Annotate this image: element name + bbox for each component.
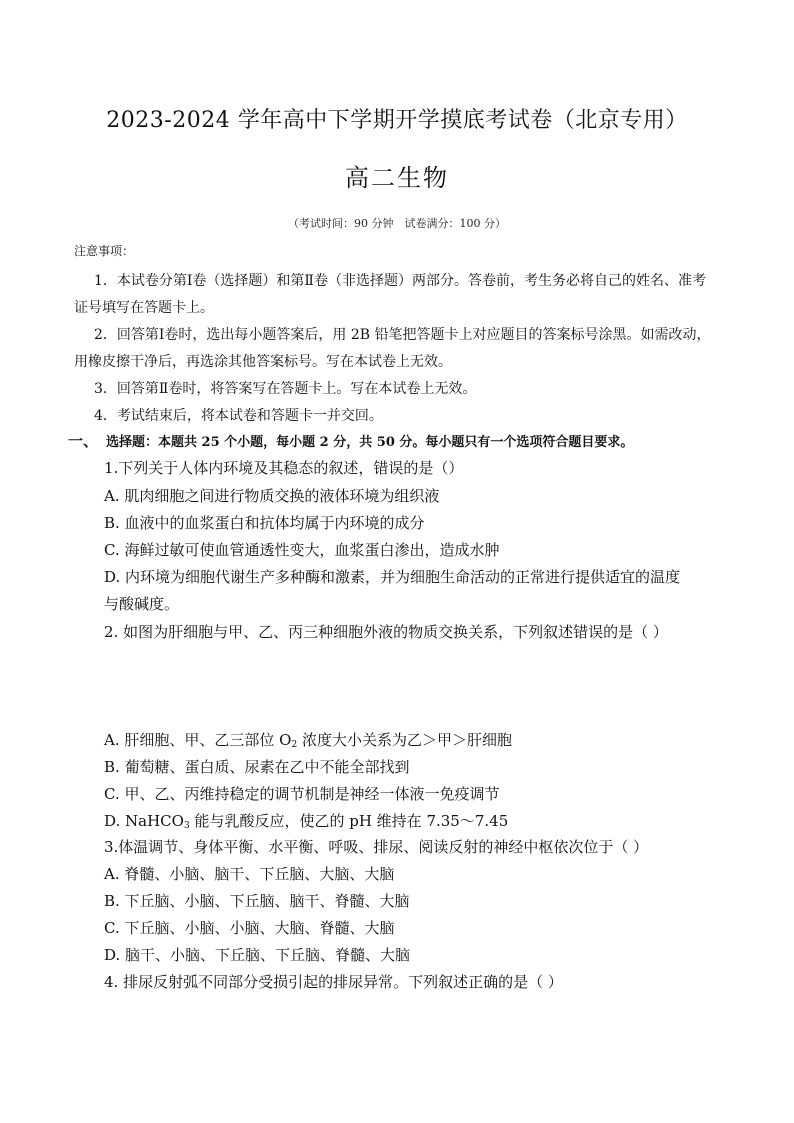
- question-1-stem: 1.下列关于人体内环境及其稳态的叙述，错误的是（）: [104, 459, 464, 477]
- section-heading: [68, 430, 633, 451]
- notice-heading: 注意事项：: [74, 244, 135, 258]
- question-3-stem: 3.体温调节、身体平衡、水平衡、呼吸、排尿、阅读反射的神经中枢依次位于（ ）: [104, 838, 649, 856]
- question-2-option-d: [104, 810, 508, 831]
- question-2-stem: 2. 如图为肝细胞与甲、乙、丙三种细胞外液的物质交换关系，下列叙述错误的是（ ）: [104, 623, 668, 641]
- subject-title: 高二生物: [345, 164, 449, 192]
- question-1-option-a: A. 肌肉细胞之间进行物质交换的液体环境为组织液: [104, 487, 440, 505]
- question-2-figure-area: [104, 648, 694, 726]
- section-text: 选择题：本题共 25 个小题，每小题 2 分，共 50 分。每小题只有一个选项符合题目要求。: [106, 435, 634, 450]
- question-2-option-a: [104, 729, 512, 750]
- question-1-option-b: B. 血液中的血浆蛋白和抗体均属于内环境的成分: [104, 514, 425, 532]
- notice-item-1-line-2: 证号填写在答题卡上。: [74, 300, 214, 316]
- notice-item-1-line-1: 1．本试卷分第Ⅰ卷（选择题）和第Ⅱ卷（非选择题）两部分。答卷前，考生务必将自己的姓名、准考: [94, 273, 706, 289]
- bicarbonate-subscript: 3: [183, 821, 190, 831]
- question-2-option-c: C. 甲、乙、丙维持稳定的调节机制是神经一体液一免疫调节: [104, 785, 500, 803]
- question-3-option-d: D. 脑干、小脑、下丘脑、下丘脑、脊髓、大脑: [104, 946, 411, 964]
- question-3-option-c: C. 下丘脑、小脑、小脑、大脑、脊髓、大脑: [104, 919, 395, 937]
- question-2-option-a-rest: 浓度大小关系为乙＞甲＞肝细胞: [297, 731, 512, 749]
- question-3-option-a: A. 脊髓、小脑、脑干、下丘脑、大脑、大脑: [104, 865, 395, 883]
- notice-item-3: 3．回答第Ⅱ卷时，将答案写在答题卡上。写在本试卷上无效。: [94, 381, 477, 397]
- notice-item-4: 4．考试结束后，将本试卷和答题卡一并交回。: [94, 408, 383, 424]
- notice-item-2-line-2: 用橡皮擦干净后，再选涂其他答案标号。写在本试卷上无效。: [74, 354, 452, 370]
- question-2-option-b: B. 葡萄糖、蛋白质、尿素在乙中不能全部找到: [104, 758, 410, 776]
- exam-title: 2023-2024 学年高中下学期开学摸底考试卷（北京专用）: [106, 108, 688, 133]
- question-2-option-a-text: A. 肝细胞、甲、乙三部位 O: [104, 731, 292, 749]
- question-1-option-d-line-1: D. 内环境为细胞代谢生产多种酶和激素，并为细胞生命活动的正常进行提供适宜的温度: [104, 568, 681, 586]
- oxygen-subscript: 2: [291, 740, 298, 750]
- question-3-option-b: B. 下丘脑、小脑、下丘脑、脑干、脊髓、大脑: [104, 892, 410, 910]
- question-1-option-c: C. 海鲜过敏可使血管通透性变大，血浆蛋白渗出，造成水肿: [104, 541, 500, 559]
- notice-item-2-line-1: 2．回答第Ⅰ卷时，选出每小题答案后，用 2B 铅笔把答题卡上对应题目的答案标号涂黑。如需改动，: [94, 327, 711, 343]
- question-4-stem: 4. 排尿反射弧不同部分受损引起的排尿异常。下列叙述正确的是（ ）: [104, 973, 563, 991]
- question-2-option-d-text: D. NaHCO: [104, 812, 184, 830]
- exam-info: （考试时间：90 分钟 试卷满分：100 分）: [288, 217, 506, 230]
- question-1-option-d-line-2: 与酸碱度。: [104, 595, 180, 613]
- question-2-option-d-rest: 能与乳酸反应，使乙的 pH 维持在 7.35～7.45: [189, 812, 509, 830]
- section-number: 一、: [68, 432, 99, 450]
